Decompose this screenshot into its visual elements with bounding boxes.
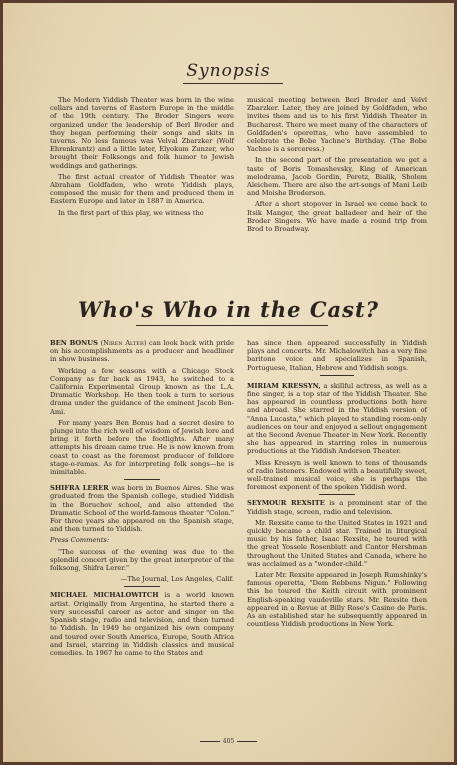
bio-paragraph: Miss Kressyn is well known to tens of thousands of radio listeners. Endowed with a beautifully sweet, well-trained musical voice, she is perhaps the foremost exponent of the spoken Yiddish word. [247,458,427,492]
cast-right-column [247,339,427,632]
cast-name: SHIFRA LERER [50,484,109,493]
bio-paragraph: For many years Ben Bonus had a secret desire to plunge into the rich well of wisdom of Jewish lore and bring it forth before the footlights. After many attempts his dream came true. He is now known from coast to coast as the foremost producer of folklore stage-o-ramas. As for interpreting folk songs—he is inimitable. [50,418,234,477]
bio-text: is a world known artist. Originally from Argentina, he started there a very successful career as actor and singer on the Spanish stage, radio and television, and then turned to Yiddish. In 1949 he organized his own company and toured over South America, Europe, South Africa and Israel, starring in Yiddish classics and musical comedies. In 1967 he came to the States and [50,591,234,657]
synopsis-title: Synopsis [186,61,271,81]
bio-michalowitch [50,591,234,657]
cast-name: SEYMOUR REXSITE [247,499,325,508]
bio-kressyn [247,382,427,456]
footer-rule [200,741,220,742]
synopsis-paragraph: The Modern Yiddish Theater was born in the wine cellars and taverns of Eastern Europe in the middle of the 19th century. The Broder Singers were organized under the leadership of Berl Broder and they began performing their songs and skits in taverns. No less famous was Velval Zbarzker (Wolf Ehrenkrantz) and a little later, Elyokum Zunzer, who brought their Folksongs and folk humor to Jewish weddings and gatherings. [50,96,234,170]
cast-title: Who's Who in the Cast? [78,297,379,322]
footer-mark: 405 [222,738,235,745]
cast-name-note: (Niren Alter) [100,339,147,347]
bio-bonus [50,339,234,364]
footer-rule [237,741,257,742]
cast-name: MICHAEL MICHALOWITCH [50,591,159,600]
press-label: Press Comments: [50,536,110,545]
bio-text: was born in Buenos Aires. She was graduated from the Spanish college, studied Yiddish in the Boruchov school, and also attended the Dramatic School of the world-famous theater "Colon." For three years she appeared on the Spanish stage, and then turned to Yiddish. [50,484,234,534]
title-rule [183,83,283,84]
synopsis-paragraph: In the first part of this play, we witness the [58,208,204,217]
page-footer [3,738,454,745]
press-quote: "The success of the evening was due to the splendid concert given by the great interpreter of the folksong, Shifra Lerer." [50,547,234,573]
bio-paragraph: Mr. Rexsite came to the United States in 1921 and quickly became a child star. Trained in liturgical music by his father, Isaac Rexsite, he toured with the great Yossele Rosenblatt and Cantor Hershman throughout the United States and Canada, where he was acclaimed as a "wonder-child." [247,518,427,568]
synopsis-paragraph: After a short stopover in Israel we come back to Itsik Manger, the great balladeer and heir of the Broder Singers. We have made a round trip from Brod to Broadway. [247,200,427,234]
cast-left-column [50,339,234,660]
separator [320,375,354,376]
bio-paragraph: has since then appeared successfully in Yiddish plays and concerts. Mr. Michalowitch has a very fine baritone voice and specializes in Spanish, Portuguese, Italian, Hebrew and Yiddish songs. [247,339,427,372]
cast-name: MIRIAM KRESSYN, [247,381,321,390]
separator [319,494,355,495]
separator [124,479,160,480]
bio-text: can look back with pride on his accomplishments as a producer and headliner in show business. [50,339,234,364]
synopsis-paragraph: In the second part of the presentation we get a taste of Boris Tomashevsky, King of American melodrama, Jacob Gordin, Peretz, Bialik, Sholem Aleichem. There are also the art-songs of Mani Leib and Moishe Broderson. [247,156,427,198]
bio-rexsite [247,499,427,515]
bio-paragraph: Later Mr. Rexsite appeared in Joseph Rumshinky's famous operetta, "Dem Rebbens Nigun." Following this he toured the Keith circuit with prominent English-speaking vaudeville stars. Mr. Rexsite then appeared in a Revue at Billy Rose's Casino de Paris. As an established star he subsequently appeared in countless Yiddish productions in New York. [247,571,427,629]
synopsis-paragraph: musical meeting between Berl Broder and Velvl Zbarzker. Later, they are joined by Goldfaden, who invites them and us to his first Yiddish Theater in Bucharest. There we meet many of the characters of Goldfaden's operettas, who have assembled to celebrate the Bobe Yachne's Birthday. (The Bobe Yachne is a sorceress.) [247,96,427,154]
bio-text: a skillful actress, as well as a fine singer, is a top star of the Yiddish Theater. She has appeared in countless productions both here and abroad. She starred in the Yiddish version of "Anna Lucasta," which played to standing room-only audiences on tour and enjoyed a sellout engagement at the Second Avenue Theater in New York. Recently she has appeared in starring roles in numerous productions at the Yiddish Anderson Theater. [247,381,427,456]
bio-lerer [50,484,234,533]
bio-paragraph: Working a few seasons with a Chicago Stock Company as far back as 1943, he switched to a California Experimental Group known as the L.A. Dramatic Workshop. He then took a turn to serious drama under the guidance of the eminent Jacob Ben-Ami. [50,366,234,416]
bio-text: is a prominent star of the Yiddish stage, screen, radio and television. [247,499,427,516]
press-source: —The Journal, Los Angeles, Calif. [120,575,234,584]
title-rule [136,325,328,326]
synopsis-left-column [50,96,234,220]
separator [124,586,160,587]
synopsis-right-column [247,96,427,236]
cast-name: BEN BONUS [50,339,98,347]
synopsis-paragraph: The first actual creator of Yiddish Theater was Abraham Goldfaden, who wrote Yiddish plays, composed the music for them and produced them in Eastern Europe and later in 1887 in America. [50,172,234,206]
